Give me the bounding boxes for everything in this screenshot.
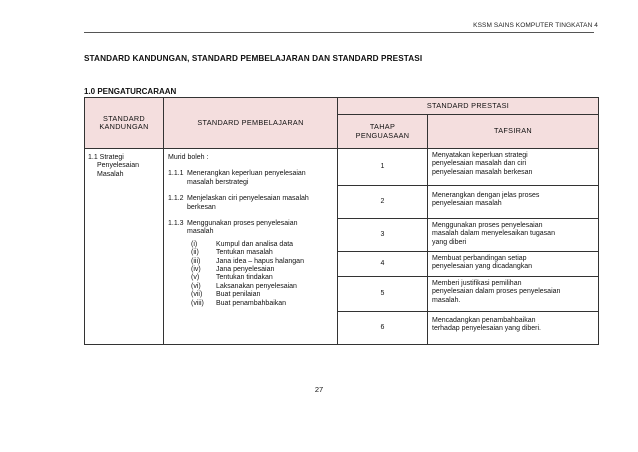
tafsiran-cell	[428, 149, 599, 186]
item-number: 1.1.2	[168, 195, 184, 203]
header-rule	[84, 32, 594, 33]
roman-numeral: (ii)	[191, 249, 199, 257]
tafsiran-line: Membuat perbandingan setiap	[432, 255, 527, 262]
tahap-cell: 5	[338, 277, 428, 312]
item-text-line2: masalah	[187, 228, 214, 236]
roman-numeral: (iv)	[191, 266, 201, 274]
pembelajaran-intro: Murid boleh :	[168, 154, 209, 161]
item-text	[187, 220, 333, 237]
item-text-line1: Menjelaskan ciri penyelesaian masalah	[187, 195, 309, 203]
tafsiran-cell	[428, 277, 599, 312]
tafsiran-line: terhadap penyelesaian yang diberi.	[432, 325, 541, 333]
item-text	[187, 170, 333, 187]
tafsiran-line: penyelesaian dalam proses penyelesaian	[432, 288, 561, 296]
sub-list-item	[191, 266, 333, 274]
tahap-cell: 4	[338, 252, 428, 277]
item-text-line2: masalah berstrategi	[187, 178, 249, 186]
sub-item-text: Jana penyelesaian	[216, 266, 275, 274]
tafsiran-line: penyelesaian masalah dan ciri	[432, 160, 527, 168]
tahap-cell: 2	[338, 186, 428, 219]
tafsiran-line: Memberi justifikasi pemilihan	[432, 280, 522, 287]
roman-numeral: (iii)	[191, 257, 201, 265]
header-tahap-line1: TAHAP	[369, 122, 396, 132]
item-text	[187, 195, 333, 212]
tafsiran-cell	[428, 219, 599, 252]
tafsiran-line: Mencadangkan penambahbaikan	[432, 317, 536, 324]
sub-item-text: Jana idea – hapus halangan	[216, 257, 304, 265]
item-text-line1: Menerangkan keperluan penyelesaian	[187, 170, 306, 178]
header-kandungan-line1: STANDARD	[103, 113, 145, 123]
section-heading: 1.0 PENGATURCARAAN	[84, 87, 177, 96]
header-standard-kandungan	[85, 98, 164, 149]
pembelajaran-item	[168, 170, 333, 187]
standard-pembelajaran-cell	[164, 149, 338, 345]
document-title: STANDARD KANDUNGAN, STANDARD PEMBELAJARAN DAN STANDARD PRESTASI	[84, 54, 423, 63]
sub-item-text: Tentukan tindakan	[216, 274, 273, 282]
standards-table	[84, 97, 599, 345]
tafsiran-line: penyelesaian masalah berkesan	[432, 168, 533, 176]
header-standard-pembelajaran: STANDARD PEMBELAJARAN	[164, 98, 338, 149]
item-number: 1.1.3	[168, 220, 184, 228]
sub-item-text: Buat penilaian	[216, 291, 261, 299]
sub-item-text: Buat penambahbaikan	[216, 299, 287, 307]
tafsiran-line: masalah.	[432, 296, 461, 304]
table-row	[85, 149, 599, 186]
tafsiran-line: Menyatakan keperluan strategi	[432, 152, 528, 159]
tafsiran-line: penyelesaian yang dicadangkan	[432, 263, 533, 271]
item-text-line1: Menggunakan proses penyelesaian	[187, 220, 298, 228]
header-kandungan-line2: KANDUNGAN	[99, 122, 149, 131]
process-sub-list	[168, 241, 333, 308]
item-number: 1.1.1	[168, 170, 184, 178]
tafsiran-line: Menggunakan proses penyelesaian	[432, 222, 543, 229]
tahap-cell: 3	[338, 219, 428, 252]
kandungan-code: 1.1 Strategi	[88, 154, 124, 161]
sub-list-item	[191, 300, 333, 308]
pembelajaran-item	[168, 195, 333, 212]
tafsiran-cell	[428, 186, 599, 219]
tafsiran-line: masalah dalam menyelesaikan tugasan	[432, 230, 555, 238]
tafsiran-cell	[428, 312, 599, 345]
sub-list-item	[191, 241, 333, 249]
item-text-line2: berkesan	[187, 203, 216, 211]
header-tafsiran: TAFSIRAN	[428, 115, 599, 149]
header-standard-prestasi: STANDARD PRESTASI	[338, 98, 599, 115]
pembelajaran-item	[168, 220, 333, 237]
sub-item-text: Tentukan masalah	[216, 249, 273, 257]
standard-kandungan-cell	[85, 149, 164, 345]
header-tahap-penguasaan	[338, 115, 428, 149]
sub-item-text: Kumpul dan analisa data	[216, 240, 294, 248]
sub-list-item	[191, 258, 333, 266]
kandungan-line3: Masalah	[97, 170, 124, 178]
roman-numeral: (vii)	[191, 291, 203, 299]
running-header: KSSM SAINS KOMPUTER TINGKATAN 4	[473, 22, 598, 29]
tafsiran-cell	[428, 252, 599, 277]
tahap-cell: 1	[338, 149, 428, 186]
tahap-cell: 6	[338, 312, 428, 345]
sub-list-item	[191, 291, 333, 299]
sub-list-item	[191, 249, 333, 257]
roman-numeral: (i)	[191, 240, 198, 248]
tafsiran-line: yang diberi	[432, 238, 467, 246]
sub-item-text: Laksanakan penyelesaian	[216, 282, 297, 290]
sub-list-item	[191, 274, 333, 282]
sub-list-item	[191, 283, 333, 291]
roman-numeral: (viii)	[191, 299, 204, 307]
roman-numeral: (v)	[191, 274, 200, 282]
tafsiran-line: Menerangkan dengan jelas proses	[432, 192, 540, 199]
header-tahap-line2: PENGUASAAN	[355, 130, 410, 140]
page-number: 27	[314, 385, 324, 394]
kandungan-line2: Penyelesaian	[97, 162, 140, 170]
roman-numeral: (vi)	[191, 282, 201, 290]
tafsiran-line: penyelesaian masalah	[432, 200, 502, 208]
